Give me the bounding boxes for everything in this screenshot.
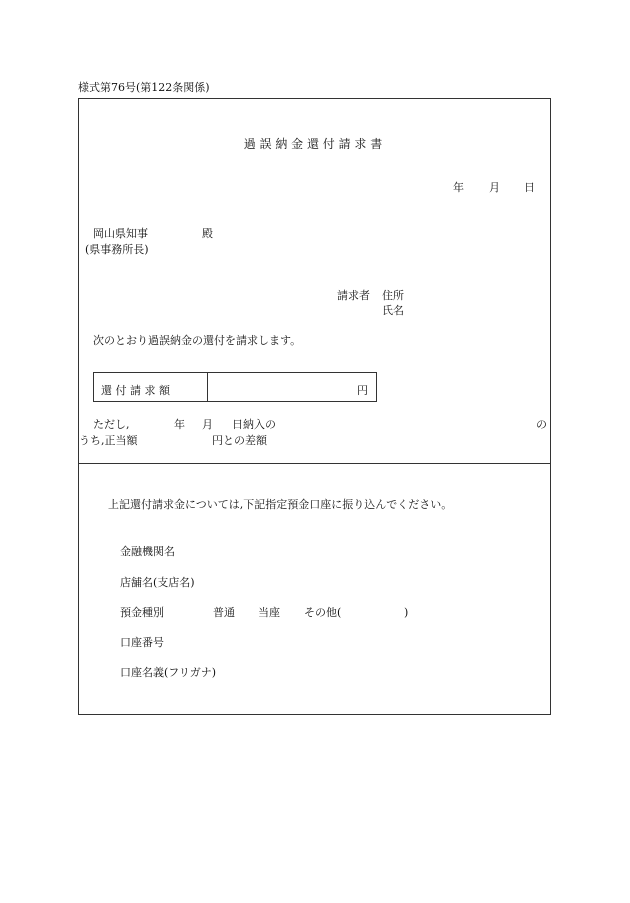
deposit-type-label: 預金種別 <box>120 606 164 619</box>
bank-branch-label: 店舗名(支店名) <box>120 576 195 589</box>
transfer-request-statement: 上記還付請求金については,下記指定預金口座に振り込んでください。 <box>108 498 453 511</box>
deposit-type-other-close: ) <box>404 606 409 619</box>
document-title <box>0 138 630 150</box>
requester-name-label: 氏名 <box>382 304 404 317</box>
requester-address-label: 住所 <box>382 289 404 302</box>
date-year-label: 年 <box>453 181 464 194</box>
form-frame <box>78 98 551 715</box>
requester-label: 請求者 <box>337 289 370 302</box>
form-number-label: 様式第76号(第122条関係) <box>78 81 210 94</box>
proviso-prefix: ただし, <box>93 418 130 431</box>
date-day-label: 日 <box>524 181 535 194</box>
addressee-governor: 岡山県知事 <box>93 227 148 240</box>
account-name-label: 口座名義(フリガナ) <box>120 666 217 679</box>
deposit-type-ordinary: 普通 <box>213 606 235 619</box>
addressee-office-head: (県事務所長) <box>85 243 149 256</box>
account-number-label: 口座番号 <box>120 636 164 649</box>
addressee-honorific: 殿 <box>202 227 213 240</box>
refund-amount-box <box>93 372 377 402</box>
proviso-proper-amount-label: うち,正当額 <box>79 434 138 447</box>
section-divider <box>78 463 551 464</box>
refund-amount-unit: 円 <box>357 384 368 397</box>
proviso-difference-label: 円との差額 <box>212 434 267 447</box>
document-title-text: 過 誤 納 金 還 付 請 求 書 <box>243 137 383 151</box>
proviso-paid-day-label: 日納入の <box>232 418 276 431</box>
request-statement: 次のとおり過誤納金の還付を請求します。 <box>93 334 302 347</box>
proviso-no-label: の <box>536 418 547 431</box>
refund-amount-label: 還 付 請 求 額 <box>101 384 170 397</box>
proviso-year-label: 年 <box>174 418 185 431</box>
deposit-type-current: 当座 <box>258 606 280 619</box>
refund-amount-separator <box>207 373 208 401</box>
proviso-month-label: 月 <box>202 418 213 431</box>
bank-institution-label: 金融機関名 <box>120 545 175 558</box>
deposit-type-other: その他( <box>304 606 342 619</box>
date-month-label: 月 <box>489 181 500 194</box>
